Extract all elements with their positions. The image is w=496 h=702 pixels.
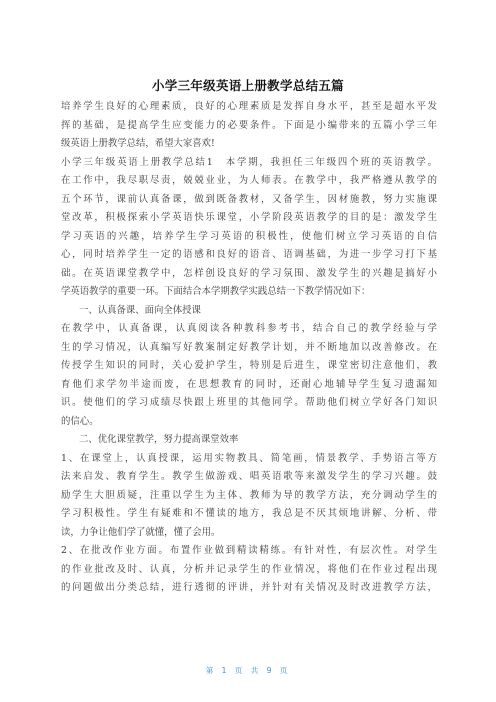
paragraph-line: 生的学习情况，认真编写好教案制定好教学计划，并不断地加以改善修改。在 <box>61 341 437 353</box>
paragraph-line: 传授学生知识的同时，关心爱护学生，特别是后进生，课堂密切注意他们，教 <box>61 360 437 371</box>
paragraph-line: 级英语上册教学总结，希望大家喜欢! <box>61 138 215 149</box>
paragraph-line: 的问题做出分类总结，进行透彻的评讲，并针对有关情况及时改进教学方法， <box>61 582 437 593</box>
paragraph-line: 小学三年级英语上册教学总结1 本学期，我担任三年级四个班的英语教学。 <box>61 156 437 168</box>
paragraph-line: 学英语教学的重要一环。下面结合本学期教学实践总结一下教学情况如下： <box>61 286 371 297</box>
paragraph-line: 读，力争让他们学了就懂，懂了会用。 <box>61 526 221 538</box>
paragraph-line: 的信心。 <box>61 415 99 427</box>
page-number-footer: 第 1 页 共 9 页 <box>205 666 291 675</box>
paragraph-line: 堂改革，积极探索小学英语快乐课堂，小学阶段英语教学的目的是：激发学生 <box>61 212 437 223</box>
paragraph-line: 育他们求学勿半途而废，在思想教育的同时，还耐心地辅导学生复习遗漏知 <box>61 378 437 390</box>
paragraph-line: 础。在英语课堂教学中，怎样创设良好的学习氛围、激发学生的兴趣是搞好小 <box>61 267 437 279</box>
paragraph-line: 识。使他们的学习成绩尽快跟上班里的其他同学。帮助他们树立学好各门知识 <box>61 397 437 408</box>
paragraph-line: 心，同时培养学生一定的语感和良好的语音、语调基础，为进一步学习打下基 <box>61 249 437 260</box>
paragraph-line: 法来启发、教育学生。教学生做游戏、唱英语歌等来激发学生的学习兴趣。鼓 <box>61 471 437 482</box>
paragraph-line: 培养学生良好的心理素质，良好的心理素质是发挥自身水平，甚至是超水平发 <box>61 101 437 112</box>
paragraph-line: 学习英语的兴趣，培养学生学习英语的积极性，使他们树立学习英语的自信 <box>61 230 437 242</box>
section-heading: 一、认真备课、面向全体授课 <box>79 304 201 316</box>
section-heading: 二、优化课堂教学，努力提高课堂效率 <box>79 434 239 445</box>
paragraph-line: 在工作中，我尽职尽责，兢兢业业，为人师表。在教学中，我严格遵从教学的 <box>61 175 437 186</box>
paragraph-line: 2、在批改作业方面。布置作业做到精读精练。有针对性，有层次性。对学生 <box>61 545 437 556</box>
document-body <box>61 98 437 598</box>
paragraph-line: 学习积极性。学生有疑难和不懂读的地方，我总是不厌其烦地讲解、分析、带 <box>61 508 437 519</box>
paragraph-line: 的作业批改及时、认真，分析并记录学生的作业情况，将他们在作业过程出现 <box>61 563 437 575</box>
paragraph-line: 在教学中，认真备课，认真阅读各种教科参考书，结合自己的教学经验与学 <box>61 323 437 334</box>
paragraph-line: 励学生大胆质疑，注重以学生为主体、教师为导的教学方法，充分调动学生的 <box>61 489 437 501</box>
paragraph-line: 挥的基础，是提高学生应变能力的必要条件。下面是小编带来的五篇小学三年 <box>61 119 437 131</box>
document-title: 小学三年级英语上册教学总结五篇 <box>151 78 344 93</box>
paragraph-line: 1、在课堂上，认真授课，运用实物教具、简笔画，情景教学、手势语言等方 <box>61 452 437 464</box>
paragraph-line: 五个环节，课前认真备课，做到既备教材，又备学生，因材施教，努力实施课 <box>61 193 437 205</box>
